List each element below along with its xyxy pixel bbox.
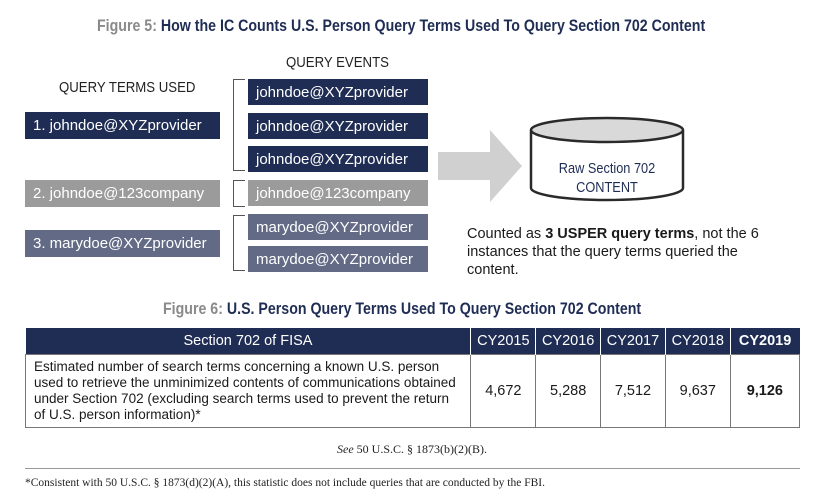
counting-note: [467, 225, 777, 279]
query-term-2-label: 2. johndoe@123company: [33, 185, 205, 202]
query-event-2-label: johndoe@XYZprovider: [256, 117, 408, 135]
right-arrow-icon: [438, 130, 522, 202]
figure5-label: Figure 5:: [97, 17, 157, 35]
header-cy2017: CY2017: [601, 328, 666, 355]
see-prefix: See: [337, 442, 354, 456]
value-cy2017: 7,512: [601, 355, 666, 428]
value-cy2016: 5,288: [536, 355, 601, 428]
value-cy2018: 9,637: [665, 355, 730, 428]
query-event-4-label: johndoe@123company: [256, 184, 411, 202]
header-cy2018: CY2018: [665, 328, 730, 355]
query-event-5-label: marydoe@XYZprovider: [256, 218, 413, 236]
database-label-line1: Raw Section 702: [558, 161, 656, 177]
figure6-label: Figure 6:: [163, 300, 223, 318]
table-row: [26, 355, 800, 428]
table-header-row: [26, 328, 800, 355]
value-cy2015: 4,672: [471, 355, 536, 428]
header-cy2019: CY2019: [730, 328, 799, 355]
query-event-3-label: johndoe@XYZprovider: [256, 150, 408, 168]
value-cy2019: 9,126: [730, 355, 799, 428]
note-prefix: Counted as: [467, 226, 546, 242]
query-events-header: QUERY EVENTS: [286, 54, 389, 71]
header-cy2016: CY2016: [536, 328, 601, 355]
query-event-1-label: johndoe@XYZprovider: [256, 83, 408, 101]
row-description: Estimated number of search terms concerning a known U.S. person used to retrieve the unminimized contents of communications obtained under Section 702 (excluding search terms used to prevent the return of U.S. person information)*: [26, 355, 471, 428]
database-label-line2: CONTENT: [576, 180, 638, 196]
figure6-title: [163, 300, 641, 319]
note-suffix: , not the 6 instances that the query terms queried the content.: [467, 226, 759, 278]
query-term-3-label: 3. marydoe@XYZprovider: [33, 235, 207, 252]
query-terms-header: QUERY TERMS USED: [59, 79, 196, 96]
note-bold: 3 USPER query terms: [545, 226, 695, 242]
header-section702: Section 702 of FISA: [26, 328, 471, 355]
query-term-1-label: 1. johndoe@XYZprovider: [33, 117, 202, 134]
figure5-title-text: How the IC Counts U.S. Person Query Terms Used To Query Section 702 Content: [160, 17, 706, 35]
fisa-table: [25, 328, 800, 428]
figure6-title-text: U.S. Person Query Terms Used To Query Section 702 Content: [226, 300, 642, 318]
see-citation: [337, 442, 487, 457]
database-label: [531, 160, 683, 198]
footnote: *Consistent with 50 U.S.C. § 1873(d)(2)(A), this statistic does not include queries that are conducted by the FBI.: [25, 477, 545, 489]
footnote-divider: [25, 468, 800, 469]
see-citation-text: 50 U.S.C. § 1873(b)(2)(B).: [353, 442, 487, 456]
header-cy2015: CY2015: [471, 328, 536, 355]
query-event-6-label: marydoe@XYZprovider: [256, 250, 413, 268]
